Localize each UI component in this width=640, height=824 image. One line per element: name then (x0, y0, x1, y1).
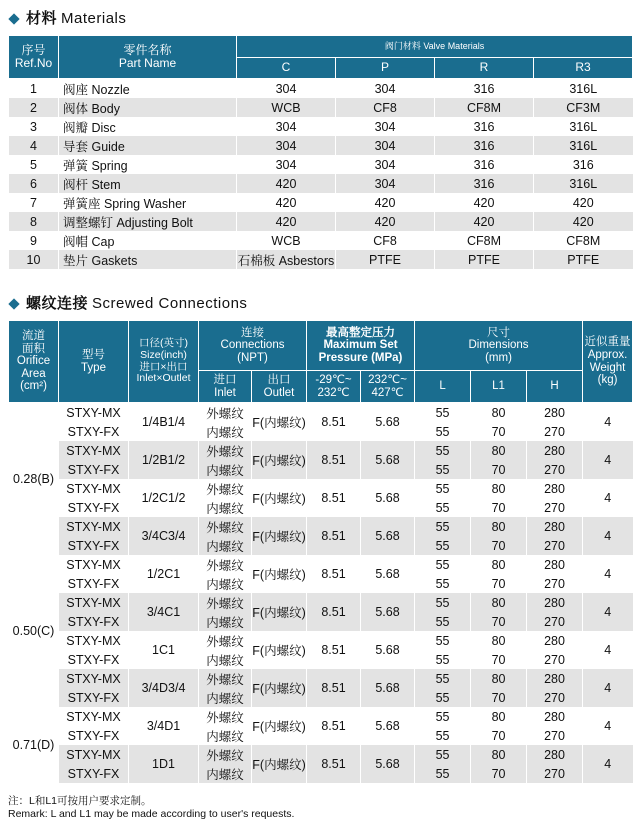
part-name-cell: 阀座 Nozzle (59, 79, 237, 99)
header-size: 口径(英寸) Size(inch) 进口×出口 Inlet×Outlet (129, 321, 199, 403)
material-cell: PTFE (534, 250, 633, 269)
connection-row (9, 669, 633, 688)
header-temp-range-2: 232℃~ 427℃ (361, 371, 415, 403)
outlet-cell: F(内螺纹) (252, 669, 307, 707)
material-row (9, 136, 633, 155)
dim-h-cell: 270 (527, 460, 583, 479)
inlet-cell: 内螺纹 (199, 422, 252, 441)
material-cell: PTFE (435, 250, 534, 269)
part-name-cell: 阀帽 Cap (59, 231, 237, 250)
pressure-low-cell: 8.51 (307, 707, 361, 745)
dim-l-cell: 55 (415, 650, 471, 669)
material-row (9, 98, 633, 117)
part-name-cell: 阀体 Body (59, 98, 237, 117)
part-name-cell: 垫片 Gaskets (59, 250, 237, 269)
weight-cell: 4 (583, 631, 633, 669)
dim-l-cell: 55 (415, 479, 471, 498)
dim-h-cell: 280 (527, 517, 583, 536)
connection-row (9, 555, 633, 574)
material-cell: 304 (237, 79, 336, 99)
weight-cell: 4 (583, 669, 633, 707)
material-row (9, 117, 633, 136)
size-cell: 1C1 (129, 631, 199, 669)
orifice-area-cell: 0.71(D) (9, 707, 59, 783)
material-row (9, 79, 633, 99)
material-cell: 316L (534, 79, 633, 99)
outlet-cell: F(内螺纹) (252, 517, 307, 555)
header-orifice-area: 流道 面积 Orifice Area (cm²) (9, 321, 59, 403)
header-weight: 近似重量 Approx. Weight (kg) (583, 321, 633, 403)
header-temp-range-1: -29℃~ 232℃ (307, 371, 361, 403)
dim-h-cell: 280 (527, 707, 583, 726)
dim-h-cell: 270 (527, 650, 583, 669)
inlet-cell: 内螺纹 (199, 726, 252, 745)
diamond-bullet-icon (8, 298, 19, 309)
ref-no-cell: 2 (9, 98, 59, 117)
header-mat-c: C (237, 58, 336, 79)
header-dim-l: L (415, 371, 471, 403)
ref-no-cell: 4 (9, 136, 59, 155)
pressure-low-cell: 8.51 (307, 745, 361, 783)
part-name-cell: 阀瓣 Disc (59, 117, 237, 136)
outlet-cell: F(内螺纹) (252, 631, 307, 669)
dim-l1-cell: 80 (471, 669, 527, 688)
ref-no-cell: 6 (9, 174, 59, 193)
pressure-high-cell: 5.68 (361, 745, 415, 783)
materials-title-cn: 材料 (26, 10, 58, 27)
pressure-low-cell: 8.51 (307, 479, 361, 517)
dim-l-cell: 55 (415, 707, 471, 726)
weight-cell: 4 (583, 593, 633, 631)
type-cell: STXY-FX (59, 612, 129, 631)
material-cell: 304 (336, 155, 435, 174)
dim-l1-cell: 70 (471, 422, 527, 441)
dim-h-cell: 280 (527, 441, 583, 460)
dim-l-cell: 55 (415, 517, 471, 536)
part-name-cell: 调整螺钉 Adjusting Bolt (59, 212, 237, 231)
dim-l1-cell: 80 (471, 631, 527, 650)
material-cell: 316 (435, 174, 534, 193)
ref-no-cell: 1 (9, 79, 59, 99)
type-cell: STXY-FX (59, 536, 129, 555)
pressure-high-cell: 5.68 (361, 403, 415, 442)
dim-l-cell: 55 (415, 422, 471, 441)
part-name-cell: 弹簧 Spring (59, 155, 237, 174)
orifice-area-cell: 0.50(C) (9, 555, 59, 707)
connection-row (9, 517, 633, 536)
material-cell: 316L (534, 136, 633, 155)
screwed-title-cn: 螺纹连接 (26, 295, 89, 312)
part-name-cell: 阀杆 Stem (59, 174, 237, 193)
dim-h-cell: 270 (527, 688, 583, 707)
material-cell: 420 (336, 193, 435, 212)
type-cell: STXY-MX (59, 745, 129, 764)
material-row (9, 212, 633, 231)
remark-note (8, 795, 294, 821)
ref-no-cell: 7 (9, 193, 59, 212)
size-cell: 1/2C1/2 (129, 479, 199, 517)
material-cell: 420 (237, 212, 336, 231)
pressure-low-cell: 8.51 (307, 631, 361, 669)
dim-h-cell: 280 (527, 745, 583, 764)
material-cell: 304 (336, 79, 435, 99)
inlet-cell: 内螺纹 (199, 574, 252, 593)
dim-l-cell: 55 (415, 574, 471, 593)
header-inlet: 进口 Inlet (199, 371, 252, 403)
ref-no-cell: 10 (9, 250, 59, 269)
weight-cell: 4 (583, 479, 633, 517)
material-cell: 石棉板 Asbestors (237, 250, 336, 269)
inlet-cell: 外螺纹 (199, 441, 252, 460)
dim-l1-cell: 80 (471, 707, 527, 726)
materials-title-en: Materials (61, 10, 127, 27)
ref-no-cell: 5 (9, 155, 59, 174)
pressure-low-cell: 8.51 (307, 555, 361, 593)
inlet-cell: 外螺纹 (199, 631, 252, 650)
dim-l-cell: 55 (415, 441, 471, 460)
dim-l-cell: 55 (415, 460, 471, 479)
dim-h-cell: 280 (527, 669, 583, 688)
material-cell: 420 (237, 193, 336, 212)
dim-h-cell: 270 (527, 498, 583, 517)
dim-l1-cell: 80 (471, 517, 527, 536)
dim-l1-cell: 80 (471, 441, 527, 460)
weight-cell: 4 (583, 403, 633, 442)
inlet-cell: 外螺纹 (199, 479, 252, 498)
connection-row (9, 403, 633, 423)
header-max-pressure: 最高整定压力 Maximum Set Pressure (MPa) (307, 321, 415, 371)
dim-h-cell: 270 (527, 764, 583, 783)
pressure-high-cell: 5.68 (361, 555, 415, 593)
size-cell: 3/4D3/4 (129, 669, 199, 707)
material-row (9, 174, 633, 193)
inlet-cell: 外螺纹 (199, 707, 252, 726)
inlet-cell: 内螺纹 (199, 460, 252, 479)
material-row (9, 250, 633, 269)
screwed-section-title (8, 295, 247, 313)
inlet-cell: 内螺纹 (199, 650, 252, 669)
type-cell: STXY-MX (59, 441, 129, 460)
type-cell: STXY-MX (59, 631, 129, 650)
inlet-cell: 内螺纹 (199, 536, 252, 555)
connection-row (9, 593, 633, 612)
dim-h-cell: 280 (527, 403, 583, 423)
dim-h-cell: 270 (527, 574, 583, 593)
header-dim-h: H (527, 371, 583, 403)
dim-h-cell: 280 (527, 555, 583, 574)
material-cell: CF8M (435, 98, 534, 117)
pressure-high-cell: 5.68 (361, 441, 415, 479)
size-cell: 1/2B1/2 (129, 441, 199, 479)
material-cell: CF8 (336, 98, 435, 117)
outlet-cell: F(内螺纹) (252, 441, 307, 479)
dim-l-cell: 55 (415, 536, 471, 555)
header-type: 型号 Type (59, 321, 129, 403)
type-cell: STXY-FX (59, 498, 129, 517)
material-cell: CF8 (336, 231, 435, 250)
material-cell: 304 (336, 117, 435, 136)
orifice-area-cell: 0.28(B) (9, 403, 59, 556)
material-cell: 420 (237, 174, 336, 193)
size-cell: 1/2C1 (129, 555, 199, 593)
material-cell: 304 (336, 174, 435, 193)
inlet-cell: 外螺纹 (199, 669, 252, 688)
material-cell: 420 (435, 212, 534, 231)
material-cell: 316 (435, 117, 534, 136)
inlet-cell: 内螺纹 (199, 764, 252, 783)
dim-l1-cell: 80 (471, 403, 527, 423)
weight-cell: 4 (583, 555, 633, 593)
material-cell: WCB (237, 231, 336, 250)
type-cell: STXY-FX (59, 422, 129, 441)
type-cell: STXY-MX (59, 593, 129, 612)
pressure-low-cell: 8.51 (307, 593, 361, 631)
material-cell: 304 (336, 136, 435, 155)
header-valve-materials: 阀门材料 Valve Materials (237, 36, 633, 58)
inlet-cell: 内螺纹 (199, 688, 252, 707)
header-outlet: 出口 Outlet (252, 371, 307, 403)
size-cell: 3/4D1 (129, 707, 199, 745)
pressure-high-cell: 5.68 (361, 517, 415, 555)
weight-cell: 4 (583, 707, 633, 745)
inlet-cell: 外螺纹 (199, 593, 252, 612)
header-dimensions: 尺寸 Dimensions (mm) (415, 321, 583, 371)
size-cell: 3/4C1 (129, 593, 199, 631)
inlet-cell: 内螺纹 (199, 498, 252, 517)
type-cell: STXY-FX (59, 764, 129, 783)
header-ref-no: 序号 Ref.No (9, 36, 59, 79)
remark-cn: 注：L和L1可按用户要求定制。 (8, 795, 152, 807)
materials-table (8, 35, 633, 269)
inlet-cell: 外螺纹 (199, 745, 252, 764)
pressure-high-cell: 5.68 (361, 479, 415, 517)
dim-h-cell: 280 (527, 479, 583, 498)
outlet-cell: F(内螺纹) (252, 403, 307, 442)
inlet-cell: 内螺纹 (199, 612, 252, 631)
pressure-high-cell: 5.68 (361, 593, 415, 631)
size-cell: 1/4B1/4 (129, 403, 199, 442)
outlet-cell: F(内螺纹) (252, 745, 307, 783)
material-cell: CF3M (534, 98, 633, 117)
material-row (9, 193, 633, 212)
dim-l1-cell: 70 (471, 650, 527, 669)
header-mat-r3: R3 (534, 58, 633, 79)
header-mat-p: P (336, 58, 435, 79)
material-row (9, 155, 633, 174)
material-cell: 420 (336, 212, 435, 231)
inlet-cell: 外螺纹 (199, 517, 252, 536)
type-cell: STXY-FX (59, 460, 129, 479)
part-name-cell: 弹簧座 Spring Washer (59, 193, 237, 212)
dim-l-cell: 55 (415, 631, 471, 650)
header-connections: 连接 Connections (NPT) (199, 321, 307, 371)
dim-l1-cell: 80 (471, 745, 527, 764)
weight-cell: 4 (583, 745, 633, 783)
type-cell: STXY-MX (59, 555, 129, 574)
pressure-low-cell: 8.51 (307, 517, 361, 555)
weight-cell: 4 (583, 517, 633, 555)
material-cell: 304 (237, 117, 336, 136)
dim-l-cell: 55 (415, 688, 471, 707)
dim-h-cell: 280 (527, 631, 583, 650)
outlet-cell: F(内螺纹) (252, 593, 307, 631)
dim-l-cell: 55 (415, 593, 471, 612)
header-part-name: 零件名称 Part Name (59, 36, 237, 79)
material-cell: 316 (534, 155, 633, 174)
material-cell: 420 (534, 193, 633, 212)
size-cell: 3/4C3/4 (129, 517, 199, 555)
material-cell: WCB (237, 98, 336, 117)
ref-no-cell: 8 (9, 212, 59, 231)
dim-l-cell: 55 (415, 498, 471, 517)
type-cell: STXY-FX (59, 650, 129, 669)
type-cell: STXY-MX (59, 403, 129, 423)
material-cell: 420 (534, 212, 633, 231)
dim-h-cell: 270 (527, 422, 583, 441)
pressure-high-cell: 5.68 (361, 631, 415, 669)
inlet-cell: 外螺纹 (199, 403, 252, 423)
dim-l1-cell: 70 (471, 574, 527, 593)
dim-h-cell: 270 (527, 612, 583, 631)
dim-h-cell: 280 (527, 593, 583, 612)
header-dim-l1: L1 (471, 371, 527, 403)
type-cell: STXY-FX (59, 574, 129, 593)
dim-l-cell: 55 (415, 764, 471, 783)
inlet-cell: 外螺纹 (199, 555, 252, 574)
material-cell: 316L (534, 174, 633, 193)
material-cell: 304 (237, 155, 336, 174)
dim-l-cell: 55 (415, 669, 471, 688)
material-cell: 304 (237, 136, 336, 155)
type-cell: STXY-MX (59, 707, 129, 726)
pressure-low-cell: 8.51 (307, 669, 361, 707)
pressure-high-cell: 5.68 (361, 669, 415, 707)
material-row (9, 231, 633, 250)
connection-row (9, 479, 633, 498)
pressure-low-cell: 8.51 (307, 441, 361, 479)
pressure-low-cell: 8.51 (307, 403, 361, 442)
dim-l-cell: 55 (415, 745, 471, 764)
dim-l1-cell: 70 (471, 498, 527, 517)
header-mat-r: R (435, 58, 534, 79)
dim-l-cell: 55 (415, 403, 471, 423)
dim-l1-cell: 70 (471, 764, 527, 783)
diamond-bullet-icon (8, 13, 19, 24)
dim-l1-cell: 70 (471, 536, 527, 555)
outlet-cell: F(内螺纹) (252, 479, 307, 517)
dim-l1-cell: 70 (471, 688, 527, 707)
dim-l-cell: 55 (415, 726, 471, 745)
material-cell: 420 (435, 193, 534, 212)
screwed-title-en: Screwed Connections (92, 295, 248, 312)
type-cell: STXY-FX (59, 688, 129, 707)
dim-l1-cell: 70 (471, 612, 527, 631)
material-cell: 316 (435, 79, 534, 99)
material-cell: CF8M (534, 231, 633, 250)
dim-l-cell: 55 (415, 555, 471, 574)
materials-section-title (8, 10, 126, 28)
type-cell: STXY-MX (59, 517, 129, 536)
dim-l-cell: 55 (415, 612, 471, 631)
material-cell: 316L (534, 117, 633, 136)
material-cell: 316 (435, 155, 534, 174)
type-cell: STXY-MX (59, 479, 129, 498)
connection-row (9, 707, 633, 726)
size-cell: 1D1 (129, 745, 199, 783)
type-cell: STXY-MX (59, 669, 129, 688)
outlet-cell: F(内螺纹) (252, 555, 307, 593)
connection-row (9, 631, 633, 650)
dim-h-cell: 270 (527, 726, 583, 745)
dim-l1-cell: 80 (471, 593, 527, 612)
part-name-cell: 导套 Guide (59, 136, 237, 155)
screwed-table (8, 320, 633, 783)
dim-l1-cell: 80 (471, 555, 527, 574)
outlet-cell: F(内螺纹) (252, 707, 307, 745)
dim-h-cell: 270 (527, 536, 583, 555)
remark-en: Remark: L and L1 may be made according to user's requests. (8, 808, 295, 820)
ref-no-cell: 9 (9, 231, 59, 250)
material-cell: PTFE (336, 250, 435, 269)
dim-l1-cell: 70 (471, 726, 527, 745)
type-cell: STXY-FX (59, 726, 129, 745)
ref-no-cell: 3 (9, 117, 59, 136)
material-cell: 316 (435, 136, 534, 155)
pressure-high-cell: 5.68 (361, 707, 415, 745)
dim-l1-cell: 70 (471, 460, 527, 479)
connection-row (9, 745, 633, 764)
connection-row (9, 441, 633, 460)
dim-l1-cell: 80 (471, 479, 527, 498)
material-cell: CF8M (435, 231, 534, 250)
weight-cell: 4 (583, 441, 633, 479)
